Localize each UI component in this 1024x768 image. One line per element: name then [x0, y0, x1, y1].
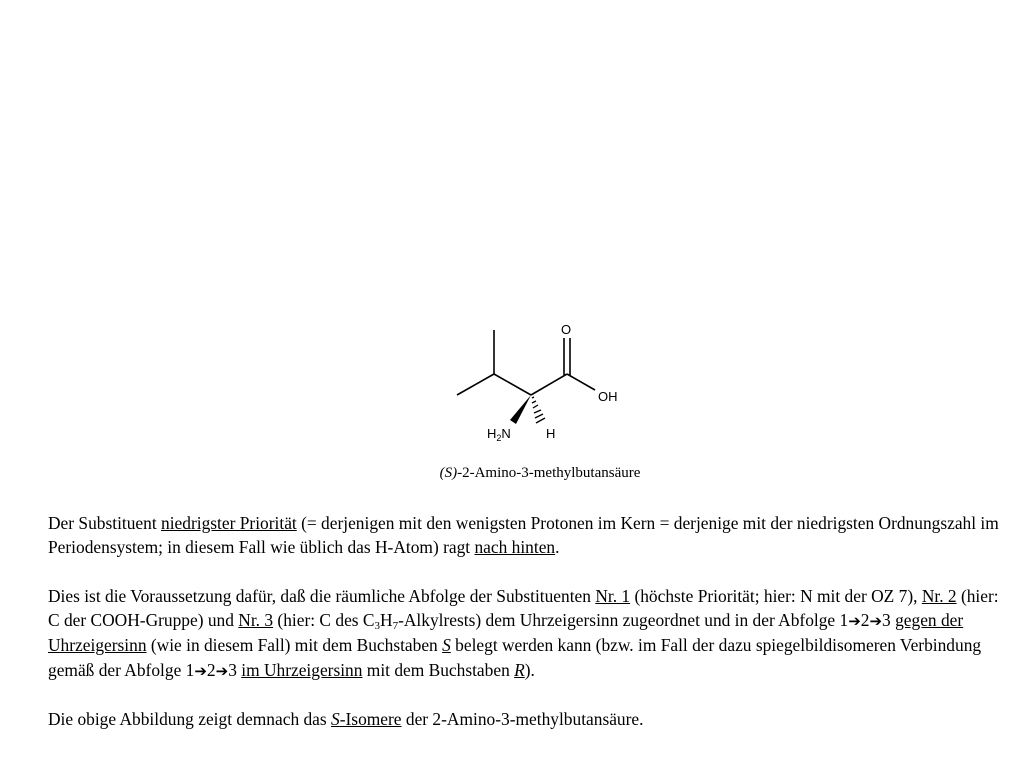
p3-text-2: der 2-Amino-3-methylbutansäure.: [401, 709, 644, 730]
p2-seq-3b: 3: [228, 659, 242, 680]
paragraph-spacer: [48, 683, 1008, 707]
caption-name: -2-Amino-3-methylbutansäure: [457, 465, 641, 481]
p2-subscript-3: 3: [374, 620, 381, 633]
p2-seq-2: 2: [860, 610, 870, 631]
p2-text-8: mit dem Buchstaben: [362, 659, 515, 680]
atom-label-nh2: [487, 426, 511, 443]
caption-stereo-descriptor: (S): [439, 465, 458, 481]
p2-underline-nr1: Nr. 1: [595, 585, 631, 606]
p2-seq-3: 3: [882, 610, 896, 631]
p2-underline-nr2: Nr. 2: [921, 585, 957, 606]
bond-methyl-left: [457, 374, 494, 395]
paragraph-spacer: [48, 560, 1008, 584]
bond-isopropyl-alpha: [494, 374, 531, 395]
atom-label-o: O: [561, 322, 572, 337]
arrow-icon: ➔: [215, 661, 229, 680]
atom-label-nh2-sub: 2: [496, 433, 502, 443]
p2-text-4: (hier: C des C: [273, 610, 375, 631]
paragraph-sequence: [48, 584, 1008, 683]
p2-text-3: (hier: C der COOH-Gruppe) und: [48, 585, 999, 631]
p3-underline-isomere: -Isomere: [339, 709, 402, 730]
p2-subscript-7: 7: [392, 620, 399, 633]
bond-alpha-carboxyl: [531, 374, 567, 395]
p2-letter-r: R: [514, 659, 525, 680]
p2-text-9: ).: [524, 659, 535, 680]
molecule-caption: [0, 465, 1024, 482]
p3-letter-s: S: [331, 709, 340, 730]
atom-label-oh: OH: [598, 389, 618, 404]
paragraph-conclusion: [48, 707, 1008, 731]
atom-label-nh2-h: H: [487, 426, 497, 441]
arrow-icon: ➔: [848, 612, 861, 631]
atom-label-h: H: [546, 426, 556, 441]
arrow-icon: ➔: [194, 661, 207, 680]
hashed-bond-h: [532, 397, 545, 423]
p3-text-1: Die obige Abbildung zeigt demnach das: [48, 709, 332, 730]
explanation-text: [48, 511, 1008, 732]
p2-text-7: belegt werden kann (bzw. im Fall der dazu spiegelbildisomeren Verbindung gemäß der Abfolge 1: [48, 635, 982, 680]
arrow-icon: ➔: [869, 612, 883, 631]
p2-underline-clockwise: im Uhrzeigersinn: [241, 659, 363, 680]
wedge-bond-nh2: [510, 395, 531, 424]
bond-c-oh: [567, 374, 595, 390]
p2-underline-nr3: Nr. 3: [238, 610, 274, 631]
p2-text-2: (höchste Priorität; hier: N mit der OZ 7),: [630, 585, 922, 606]
atom-label-nh2-n: N: [501, 426, 511, 441]
p2-seq-2b: 2: [206, 659, 216, 680]
valine-structure-diagram: [440, 318, 640, 448]
p1-text-1: Der Substituent: [48, 513, 162, 533]
p1-text-2: (= derjenigen mit den wenigsten Protonen im Kern = derjenige mit der niedrigsten Ordnungszahl im Periodensystem; in diesem Fall wie üblich das H-Atom) ragt: [48, 513, 999, 558]
p1-underline-lowest-priority: niedrigster Priorität: [161, 513, 297, 533]
p2-underline-counterclockwise: gegen der Uhrzeigersinn: [48, 610, 964, 656]
p1-underline-backwards: nach hinten: [474, 537, 556, 558]
p2-letter-s: S: [442, 635, 451, 656]
p1-text-3: .: [555, 537, 560, 558]
p2-text-6: (wie in diesem Fall) mit dem Buchstaben: [146, 635, 443, 656]
p2-text-1: Dies ist die Voraussetzung dafür, daß die räumliche Abfolge der Substituenten: [48, 585, 596, 606]
p2-text-5: -Alkylrests) dem Uhrzeigersinn zugeordnet und in der Abfolge 1: [398, 610, 849, 631]
paragraph-priority: [48, 511, 1008, 560]
p2-text-h: H: [380, 610, 393, 631]
